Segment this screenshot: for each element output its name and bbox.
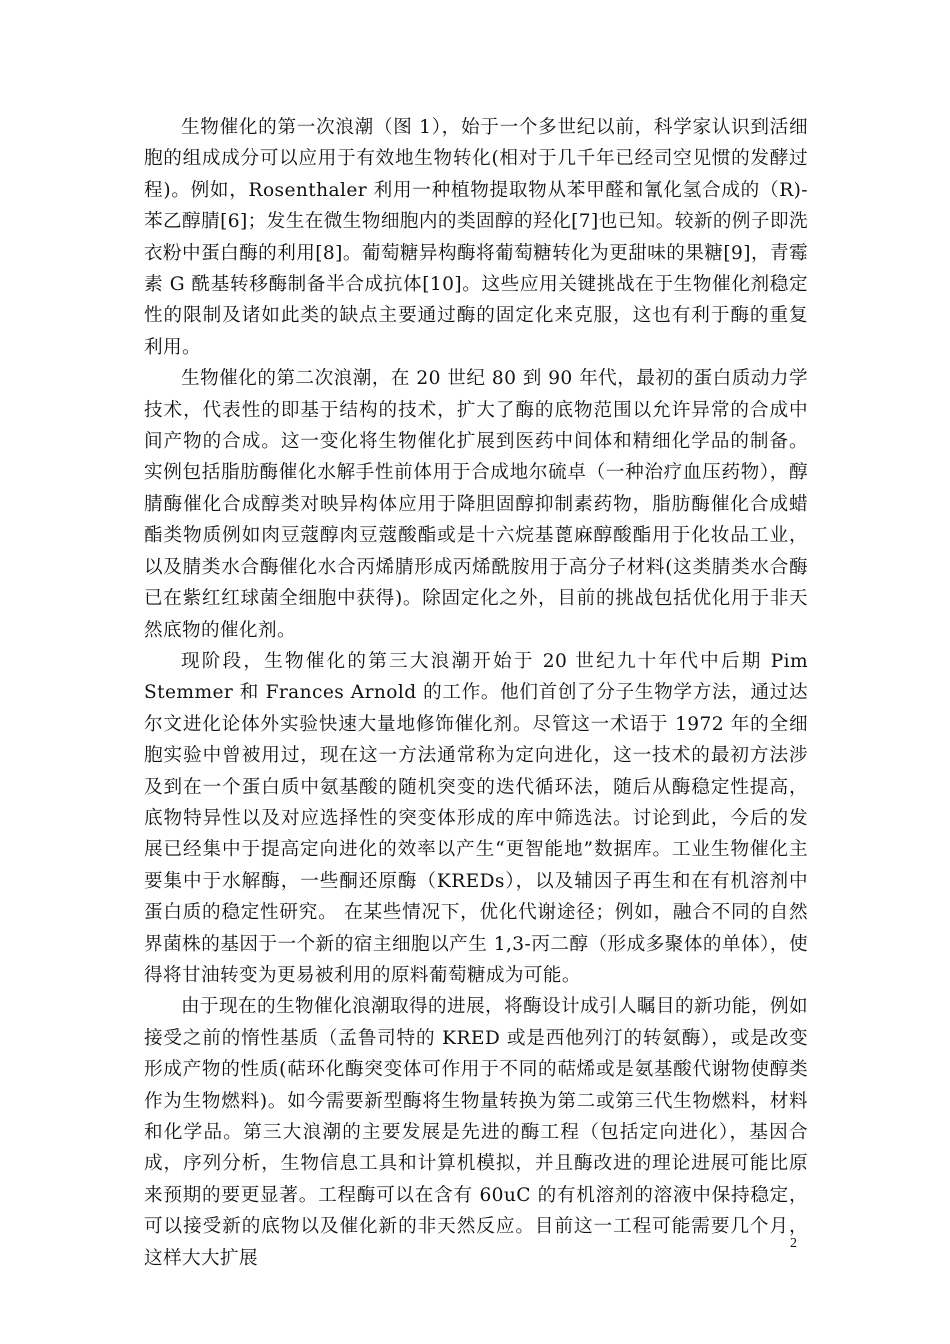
- body-text: [144, 112, 808, 1274]
- paragraph-third-wave: 现阶段，生物催化的第三大浪潮开始于 20 世纪九十年代中后期 Pim Stemmer 和 Frances Arnold 的工作。他们首创了分子生物学方法，通过达尔文进化论体外实验快速大量地修饰催化剂。尽管这一术语于 1972 年的全细胞实验中曾被用过，现在这一方法通常称为定向进化，这一技术的最初方法涉及到在一个蛋白质中氨基酸的随机突变的迭代循环法，随后从酶稳定性提高，底物特异性以及对应选择性的突变体形成的库中筛选法。讨论到此，今后的发展已经集中于提高定向进化的效率以产生“更智能地”数据库。工业生物催化主要集中于水解酶，一些酮还原酶（KREDs），以及辅因子再生和在有机溶剂中蛋白质的稳定性研究。 在某些情况下，优化代谢途径；例如，融合不同的自然界菌株的基因于一个新的宿主细胞以产生 1,3-丙二醇（形成多聚体的单体），使得将甘油转变为更易被利用的原料葡萄糖成为可能。: [144, 650, 808, 986]
- paragraph-current-progress: 由于现在的生物催化浪潮取得的进展，将酶设计成引人瞩目的新功能，例如接受之前的惰性基质（孟鲁司特的 KRED 或是西他列汀的转氨酶），或是改变形成产物的性质(萜环化酶突变体可作用于不同的萜烯或是氨基酸代谢物使醇类作为生物燃料)。如今需要新型酶将生物量转换为第二或第三代生物燃料，材料和化学品。第三大浪潮的主要发展是先进的酶工程（包括定向进化），基因合成，序列分析，生物信息工具和计算机模拟，并且酶改进的理论进展可能比原来预期的要更显著。工程酶可以在含有 60uC 的有机溶剂的溶液中保持稳定，可以接受新的底物以及催化新的非天然反应。目前这一工程可能需要几个月，这样大大扩展: [144, 996, 808, 1269]
- page-number: 2: [790, 1236, 797, 1251]
- paragraph-first-wave: 生物催化的第一次浪潮（图 1），始于一个多世纪以前，科学家认识到活细胞的组成成分可以应用于有效地生物转化(相对于几千年已经司空见惯的发酵过程)。例如，Rosenthaler 利用一种植物提取物从苯甲醛和氰化氢合成的（R)-苯乙醇腈[6]；发生在微生物细胞内的类固醇的羟化[7]也已知。较新的例子即洗衣粉中蛋白酶的利用[8]。葡萄糖异构酶将葡萄糖转化为更甜味的果糖[9]，青霉素 G 酰基转移酶制备半合成抗体[10]。这些应用关键挑战在于生物催化剂稳定性的限制及诸如此类的缺点主要通过酶的固定化来克服，这也有利于酶的重复利用。: [144, 117, 808, 358]
- paragraph-second-wave: 生物催化的第二次浪潮，在 20 世纪 80 到 90 年代，最初的蛋白质动力学技术，代表性的即基于结构的技术，扩大了酶的底物范围以允许异常的合成中间产物的合成。这一变化将生物催化扩展到医药中间体和精细化学品的制备。实例包括脂肪酶催化水解手性前体用于合成地尔硫卓（一种治疗血压药物），醇腈酶催化合成醇类对映异构体应用于降胆固醇抑制素药物，脂肪酶催化合成蜡酯类物质例如肉豆蔻醇肉豆蔻酸酯或是十六烷基蓖麻醇酸酯用于化妆品工业，以及腈类水合酶催化水合丙烯腈形成丙烯酰胺用于高分子材料(这类腈类水合酶已在紫红红球菌全细胞中获得)。除固定化之外，目前的挑战包括优化用于非天然底物的催化剂。: [144, 368, 808, 641]
